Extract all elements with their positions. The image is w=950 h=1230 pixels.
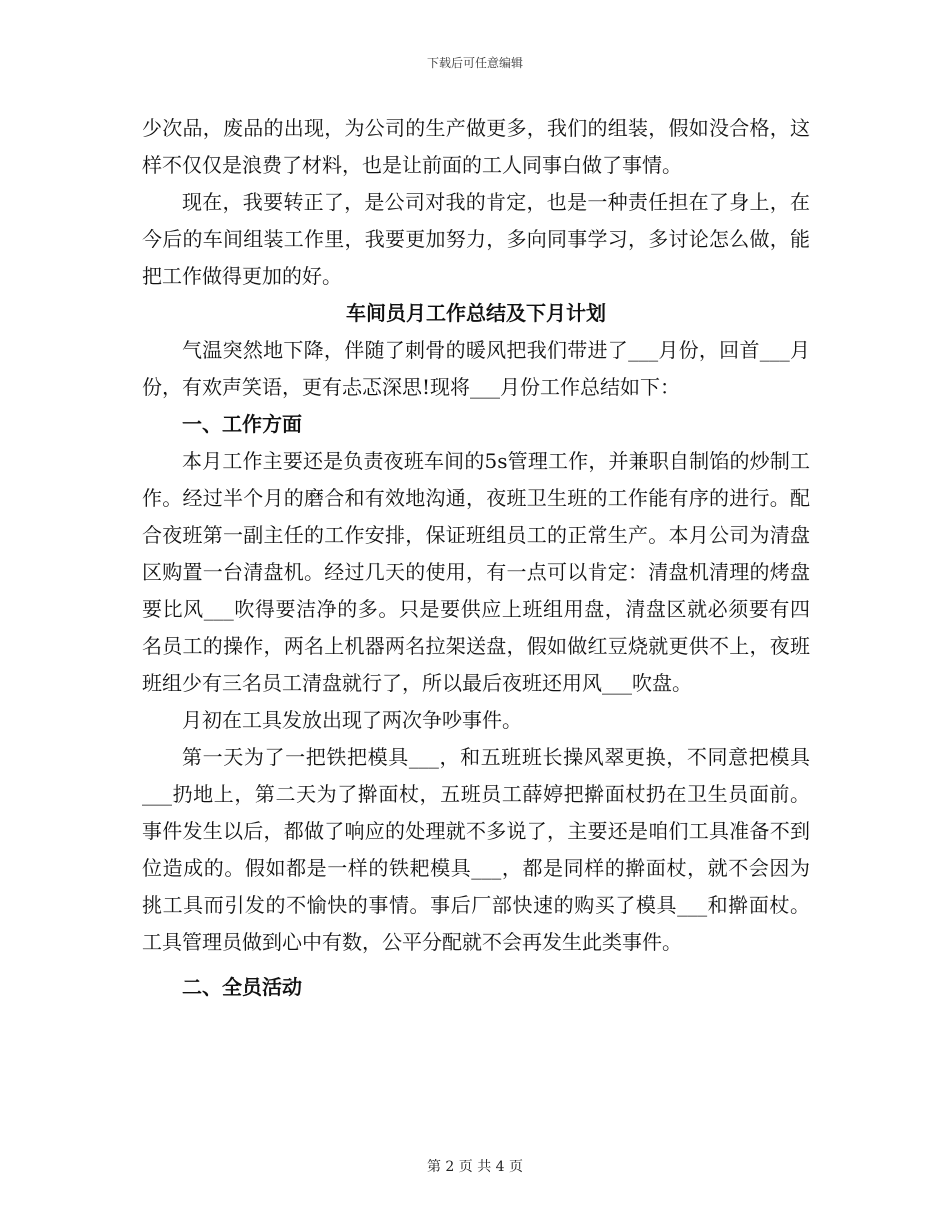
paragraph-continuation: 少次品，废品的出现，为公司的生产做更多，我们的组装，假如没合格，这样不仅仅是浪费了材料，也是让前面的工人同事白做了事情。 [142, 116, 810, 177]
document-title: 车间员月工作总结及下月计划 [346, 301, 606, 325]
page-header: 下载后可任意编辑 [426, 56, 523, 70]
section-heading-activities: 二、全员活动 [182, 975, 302, 999]
paragraph-confirmation: 现在，我要转正了，是公司对我的肯定，也是一种责任担在了身上，在今后的车间组装工作里，我要更加努力，多向同事学习，多讨论怎么做，能把工作做得更加的好。 [142, 190, 810, 288]
paragraph-incidents-intro: 月初在工具发放出现了两次争吵事件。 [182, 708, 522, 732]
paragraph-intro: 气温突然地下降，伴随了刺骨的暖风把我们带进了___月份，回首___月份，有欢声笑语，更有忐忑深思!现将___月份工作总结如下： [142, 338, 810, 399]
document-body [142, 110, 810, 1006]
page-number: 第 2 页 共 4 页 [426, 1159, 524, 1175]
section-heading-work: 一、工作方面 [182, 412, 302, 436]
paragraph-work-details: 本月工作主要还是负责夜班车间的5s管理工作，并兼职自制馅的炒制工作。经过半个月的磨合和有效地沟通，夜班卫生班的工作能有序的进行。配合夜班第一副主任的工作安排，保证班组员工的正常生产。本月公司为清盘区购置一台清盘机。经过几天的使用，有一点可以肯定：清盘机清理的烤盘要比风___吹得要洁净的多。只是要供应上班组用盘，清盘区就必须要有四名员工的操作，两名上机器两名拉架送盘，假如做红豆烧就更供不上，夜班班组少有三名员工清盘就行了，所以最后夜班还用风___吹盘。 [142, 449, 810, 695]
paragraph-incidents-detail: 第一天为了一把铁把模具___，和五班班长操风翠更换，不同意把模具___扔地上，第二天为了擀面杖，五班员工薛婷把擀面杖扔在卫生员面前。事件发生以后，都做了响应的处理就不多说了，主要还是咱们工具准备不到位造成的。假如都是一样的铁耙模具___，都是同样的擀面杖，就不会因为挑工具而引发的不愉快的事情。事后厂部快速的购买了模具___和擀面杖。工具管理员做到心中有数，公平分配就不会再发生此类事件。 [142, 745, 810, 954]
